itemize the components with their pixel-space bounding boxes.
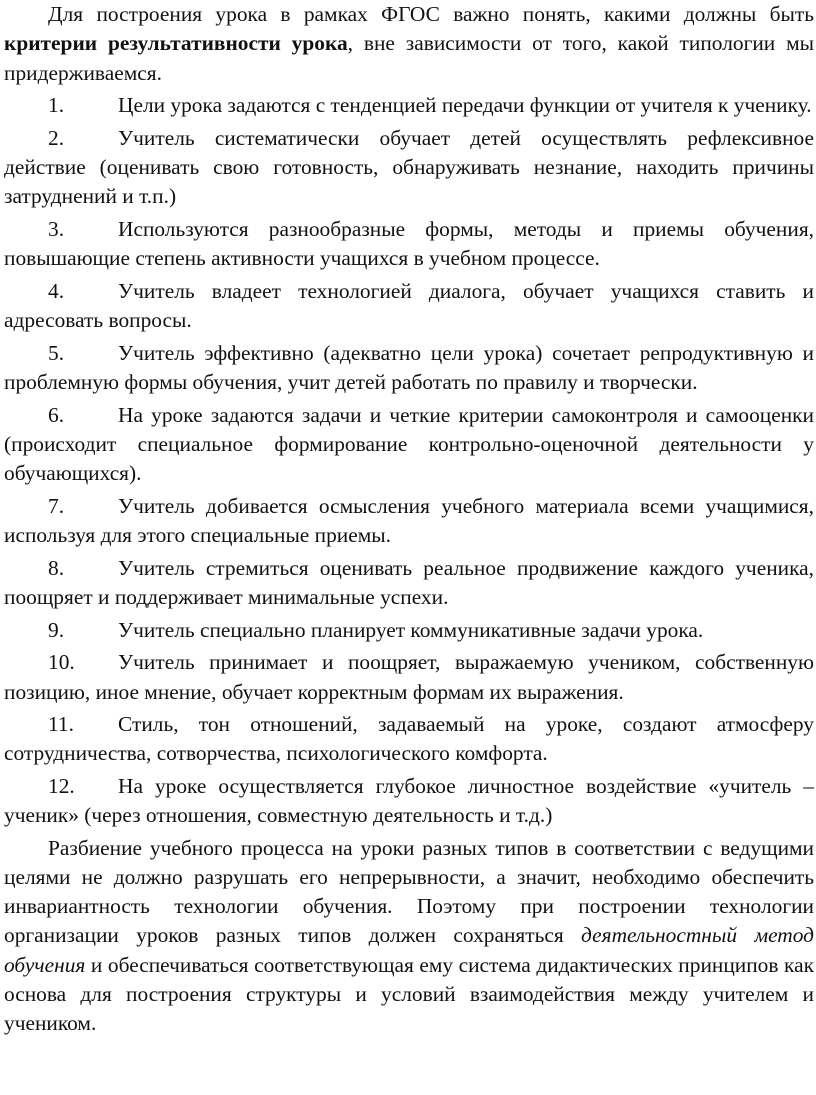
list-item-number: 5. [48, 340, 65, 365]
intro-bold-term: критерии результативности урока [4, 31, 348, 56]
list-item [4, 124, 814, 212]
conclusion-text-end: и обеспечиваться соответствующая ему система дидактических принципов как основа для построения структуры и условий взаимодействия между учителем и учеником. [4, 952, 814, 1036]
list-item [4, 554, 814, 613]
list-item-text: На уроке задаются задачи и четкие критерии самоконтроля и самооценки (происходит специальное формирование контрольно-оценочной деятельности у обучающихся). [4, 402, 814, 486]
list-item-number: 3. [48, 216, 65, 241]
list-item [4, 772, 814, 831]
list-item-number: 11. [48, 712, 74, 737]
intro-text: Для построения урока в рамках ФГОС важно понять, какими должны быть [48, 2, 814, 26]
list-item-text: Учитель специально планирует коммуникативные задачи урока. [118, 617, 704, 642]
list-item-text: Используются разнообразные формы, методы и приемы обучения, повышающие степень активности учащихся в учебном процессе. [4, 216, 814, 271]
list-item [4, 710, 814, 769]
list-item [4, 648, 814, 707]
conclusion-paragraph [4, 834, 814, 1039]
list-item [4, 91, 814, 120]
list-item-number: 8. [48, 555, 65, 580]
list-item-text: Учитель стремиться оценивать реальное продвижение каждого ученика, поощряет и поддерживает минимальные успехи. [4, 555, 814, 610]
list-item-number: 7. [48, 493, 65, 518]
list-item [4, 401, 814, 489]
list-item [4, 277, 814, 336]
list-item-number: 10. [48, 650, 75, 675]
list-item-number: 6. [48, 402, 65, 427]
list-item [4, 492, 814, 551]
list-item-text: Цели урока задаются с тенденцией передачи функции от учителя к ученику. [118, 93, 812, 118]
conclusion-italic-term: деятельностный метод обучения [4, 923, 814, 977]
list-item-text: Стиль, тон отношений, задаваемый на уроке, создают атмосферу сотрудничества, сотворчества, психологического комфорта. [4, 712, 814, 766]
conclusion-text: Разбиение учебного процесса на уроки разных типов в соответствии с ведущими целями не должно разрушать его непрерывности, а значит, необходимо обеспечить инвариантность технологии обучения. Поэтому при построении технологии организации уроков разных типов должен сохраняться [4, 835, 814, 948]
list-item-number: 9. [48, 617, 65, 642]
intro-text-end: , вне зависимости от того, какой типологии мы придерживаемся. [4, 31, 815, 85]
list-item-text: Учитель систематически обучает детей осуществлять рефлексивное действие (оценивать свою готовность, обнаруживать незнание, находить причины затруднений и т.п.) [4, 125, 814, 209]
list-item-text: Учитель добивается осмысления учебного материала всеми учащимися, используя для этого специальные приемы. [4, 493, 814, 548]
list-item [4, 616, 814, 645]
list-item-number: 2. [48, 125, 65, 150]
list-item [4, 339, 814, 398]
list-item [4, 215, 814, 274]
list-item-text: Учитель владеет технологией диалога, обучает учащихся ставить и адресовать вопросы. [4, 278, 814, 333]
intro-paragraph [4, 0, 814, 88]
list-item-number: 4. [48, 278, 65, 303]
list-item-number: 1. [48, 93, 65, 118]
list-item-number: 12. [48, 773, 75, 798]
list-item-text: Учитель принимает и поощряет, выражаемую учеником, собственную позицию, иное мнение, обучает корректным формам их выражения. [4, 650, 814, 704]
list-item-text: Учитель эффективно (адекватно цели урока) сочетает репродуктивную и проблемную формы обучения, учит детей работать по правилу и творчески. [4, 340, 814, 395]
list-item-text: На уроке осуществляется глубокое личностное воздействие «учитель – ученик» (через отношения, совместную деятельность и т.д.) [4, 773, 814, 828]
